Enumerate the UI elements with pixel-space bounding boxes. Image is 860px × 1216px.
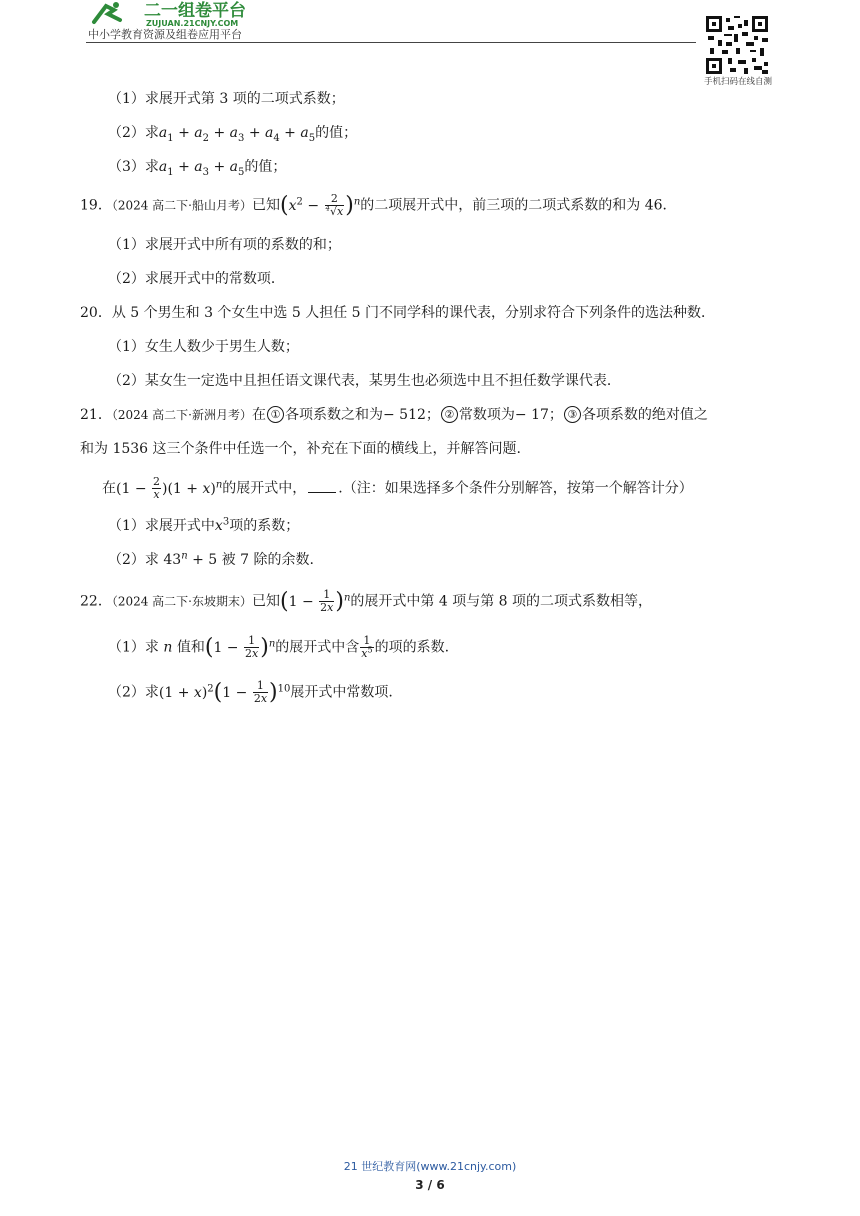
q22-part1: （1）求 n 值和(1 − $\frac{1}{2x}$ )$^n$的展开式中含 $\frac{1}{x^5}$ 的项的系数. xyxy=(108,634,450,660)
fill-in-blank xyxy=(308,480,336,493)
header-subtitle: 中小学教育资源及组卷应用平台 xyxy=(88,28,242,41)
q21-stem-line1: 21．（2024 高二下·新洲月考）在 ① 各项系数之和为− 512； ② 常数项为− 17； ③ 各项系数的绝对值之 xyxy=(80,407,708,423)
q19-stem: 19．（2024 高二下·船山月考）已知($x^2$ − $\frac{2}{^4√x}$ )$^n$的二项展开式中，前三项的二项式系数的和为 46． xyxy=(80,192,677,218)
q19-part1: （1）求展开式中所有项的系数的和； xyxy=(108,237,341,253)
qr-caption: 手机扫码在线自测 xyxy=(703,77,772,87)
q22-stem: 22．（2024 高二下·东坡期末）已知(1 − $\frac{1}{2x}$ )$^n$的展开式中第 4 项与第 8 项的二项式系数相等， xyxy=(80,588,653,614)
page-number: 3 / 6 xyxy=(415,1178,445,1192)
q20-part2: （2）某女生一定选中且担任语文课代表，某男生也必须选中且不担任数学课代表． xyxy=(108,373,621,389)
q20-part1: （1）女生人数少于男生人数； xyxy=(108,339,299,355)
q21-stem-line3: 在(1 − $\frac{2}{x}$ )$(1 + x)^n$的展开式中， .（注：如果选择多个条件分别解答，按第一个解答计分） xyxy=(102,475,693,501)
qr-code-icon[interactable] xyxy=(706,16,768,74)
q18-part3-formula: $a_1 + a_3 + a_5$ xyxy=(158,159,245,178)
q22-part2: （2）求$(1 + x)^2(1$ − $\frac{1}{2x}$ )$^{10}$展开式中常数项. xyxy=(108,679,393,705)
q21-part2: （2）求 $43^n + 5$ 被 7 除的余数. xyxy=(108,550,314,568)
platform-logo xyxy=(86,0,276,28)
q21-formula: (1 − $\frac{2}{x}$ )$(1 + x)^n$ xyxy=(116,475,223,501)
q22-formula: (1 − $\frac{1}{2x}$ )$^n$ xyxy=(280,588,351,614)
logo-text: 二一组卷平台 xyxy=(144,1,246,21)
logo-url-text: ZUJUAN.21CNJY.COM xyxy=(146,19,239,28)
header-divider xyxy=(86,42,696,43)
q18-part3: （3）求$a_1 + a_3 + a_5$的值； xyxy=(108,159,287,178)
q19-formula: ($x^2$ − $\frac{2}{^4√x}$ )$^n$ xyxy=(280,192,361,218)
footer-site-link[interactable]: 21 世纪教育网(www.21cnjy.com) xyxy=(343,1160,517,1173)
q19-part2: （2）求展开式中的常数项． xyxy=(108,271,285,287)
q20-stem: 20．从 5 个男生和 3 个女生中选 5 人担任 5 门不同学科的课代表，分别求符合下列条件的选法种数． xyxy=(80,305,716,321)
q18-part1: （1）求展开式第 3 项的二项式系数； xyxy=(108,91,345,107)
q18-part2: （2）求$a_1 + a_2 + a_3 + a_4 + a_5$的值； xyxy=(108,125,358,144)
q21-stem-line2: 和为 1536 这三个条件中任选一个，补充在下面的横线上，并解答问题. xyxy=(80,441,521,457)
q21-part1: （1）求展开式中$x^3$项的系数； xyxy=(108,516,300,534)
q18-part2-formula: $a_1 + a_2 + a_3 + a_4 + a_5$ xyxy=(158,125,316,144)
